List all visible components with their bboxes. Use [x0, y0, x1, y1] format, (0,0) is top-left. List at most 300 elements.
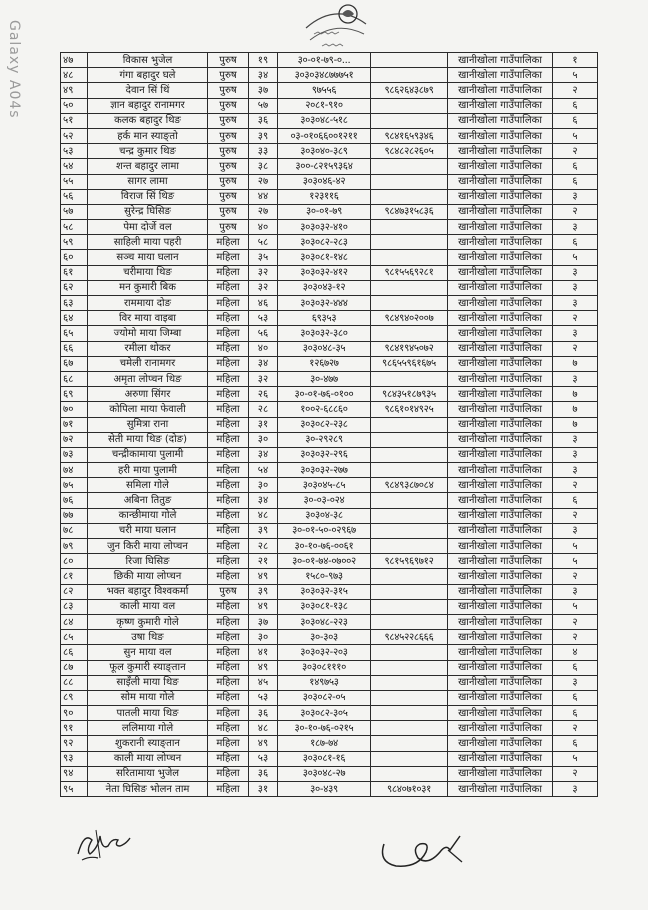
gender-cell: महिला [208, 508, 249, 523]
serial-number-cell: ८४ [61, 614, 88, 629]
name-cell: चरी माया घलान [88, 523, 208, 538]
name-cell: सुमित्रा राना [88, 417, 208, 432]
name-cell: साइँली माया थिङ [88, 675, 208, 690]
municipality-cell: खानीखोला गाउँपालिका [448, 539, 553, 554]
municipality-cell: खानीखोला गाउँपालिका [448, 675, 553, 690]
serial-number-cell: ९२ [61, 736, 88, 751]
age-cell: ३० [249, 478, 278, 493]
age-cell: ५३ [249, 751, 278, 766]
age-cell: ३२ [249, 371, 278, 386]
serial-number-cell: ६६ [61, 341, 88, 356]
phone-cell: ९८६५५९६१६७५ [371, 356, 448, 371]
table-row [61, 599, 598, 614]
citizenship-number-cell: ३०-१०-७६-०२१५ [278, 721, 371, 736]
name-cell: गंगा बहादुर घले [88, 68, 208, 83]
gender-cell: महिला [208, 463, 249, 478]
phone-cell [371, 584, 448, 599]
gender-cell: महिला [208, 539, 249, 554]
municipality-cell: खानीखोला गाउँपालिका [448, 53, 553, 68]
municipality-cell: खानीखोला गाउँपालिका [448, 113, 553, 128]
age-cell: २७ [249, 204, 278, 219]
phone-cell [371, 371, 448, 386]
citizenship-number-cell: १८७-७४ [278, 736, 371, 751]
ward-cell: २ [553, 204, 598, 219]
serial-number-cell: ७७ [61, 508, 88, 523]
citizenship-number-cell: ३०३०४८-५१८ [278, 113, 371, 128]
name-cell: कृष्ण कुमारी गोले [88, 614, 208, 629]
table-row [61, 447, 598, 462]
table-row [61, 508, 598, 523]
serial-number-cell: ६४ [61, 311, 88, 326]
phone-cell [371, 296, 448, 311]
municipality-cell: खानीखोला गाउँपालिका [448, 599, 553, 614]
phone-cell: ९८६२६४३८७९ [371, 83, 448, 98]
name-cell: उषा थिङ [88, 630, 208, 645]
citizenship-number-cell: ३०३०४८-२२३ [278, 614, 371, 629]
phone-cell [371, 174, 448, 189]
age-cell: ३४ [249, 493, 278, 508]
ward-cell: ७ [553, 402, 598, 417]
municipality-cell: खानीखोला गाउँपालिका [448, 706, 553, 721]
name-cell: मन कुमारी बिक [88, 280, 208, 295]
ward-cell: २ [553, 508, 598, 523]
table-row [61, 706, 598, 721]
table-row [61, 174, 598, 189]
serial-number-cell: ७० [61, 402, 88, 417]
serial-number-cell: ९५ [61, 782, 88, 797]
table-row [61, 387, 598, 402]
age-cell: ३० [249, 432, 278, 447]
phone-cell: ९८४८२८२६०५ [371, 144, 448, 159]
municipality-cell: खानीखोला गाउँपालिका [448, 296, 553, 311]
name-cell: हरी माया पुलामी [88, 463, 208, 478]
phone-cell [371, 189, 448, 204]
citizenship-number-cell: १२३११६ [278, 189, 371, 204]
ward-cell: ५ [553, 539, 598, 554]
age-cell: ३१ [249, 417, 278, 432]
phone-cell [371, 220, 448, 235]
table-row [61, 675, 598, 690]
citizenship-number-cell: ३०३०३२-४१० [278, 220, 371, 235]
municipality-cell: खानीखोला गाउँपालिका [448, 189, 553, 204]
citizenship-number-cell: ३०३०४०-३८९ [278, 144, 371, 159]
municipality-cell: खानीखोला गाउँपालिका [448, 766, 553, 781]
phone-cell [371, 690, 448, 705]
table-row [61, 128, 598, 143]
citizenship-number-cell: ६९३५३ [278, 311, 371, 326]
serial-number-cell: ७५ [61, 478, 88, 493]
phone-cell [371, 508, 448, 523]
citizenship-number-cell: १००२-६८८६० [278, 402, 371, 417]
municipality-cell: खानीखोला गाउँपालिका [448, 417, 553, 432]
municipality-cell: खानीखोला गाउँपालिका [448, 204, 553, 219]
table-row [61, 189, 598, 204]
table-row [61, 645, 598, 660]
age-cell: ३४ [249, 356, 278, 371]
ward-cell: ५ [553, 599, 598, 614]
serial-number-cell: ५७ [61, 204, 88, 219]
name-cell: सोम माया गोले [88, 690, 208, 705]
name-cell: कोपिला माया फेवाली [88, 402, 208, 417]
name-cell: हर्क मान स्याङ्तो [88, 128, 208, 143]
device-watermark [2, 20, 24, 130]
table-row [61, 463, 598, 478]
citizenship-number-cell: ३०३०४३-१२ [278, 280, 371, 295]
table-row [61, 782, 598, 797]
name-cell: पेमा दोर्जे वल [88, 220, 208, 235]
serial-number-cell: ६० [61, 250, 88, 265]
phone-cell [371, 569, 448, 584]
ward-cell: ३ [553, 432, 598, 447]
office-seal-stamp [300, 0, 372, 58]
citizenship-number-cell: ३०३०३२-३८० [278, 326, 371, 341]
citizenship-number-cell: ३०-०१-७६-०१०० [278, 387, 371, 402]
serial-number-cell: ६९ [61, 387, 88, 402]
gender-cell: पुरुष [208, 220, 249, 235]
gender-cell: महिला [208, 250, 249, 265]
age-cell: ४६ [249, 296, 278, 311]
ward-cell: २ [553, 766, 598, 781]
ward-cell: ६ [553, 660, 598, 675]
gender-cell: महिला [208, 736, 249, 751]
municipality-cell: खानीखोला गाउँपालिका [448, 690, 553, 705]
municipality-cell: खानीखोला गाउँपालिका [448, 68, 553, 83]
municipality-cell: खानीखोला गाउँपालिका [448, 660, 553, 675]
age-cell: ४५ [249, 675, 278, 690]
citizenship-number-cell: ३०३०४-३८ [278, 508, 371, 523]
name-cell: सरितामाया भुजेल [88, 766, 208, 781]
serial-number-cell: ५६ [61, 189, 88, 204]
citizenship-number-cell: ३०३०३२-४४४ [278, 296, 371, 311]
phone-cell [371, 539, 448, 554]
phone-cell [371, 432, 448, 447]
municipality-cell: खानीखोला गाउँपालिका [448, 128, 553, 143]
ward-cell: १ [553, 53, 598, 68]
beneficiary-table [60, 52, 598, 797]
name-cell: शन्त बहादुर लामा [88, 159, 208, 174]
gender-cell: महिला [208, 660, 249, 675]
phone-cell [371, 493, 448, 508]
gender-cell: महिला [208, 706, 249, 721]
phone-cell [371, 463, 448, 478]
citizenship-number-cell: ३०३०३२-२०३ [278, 645, 371, 660]
serial-number-cell: ६७ [61, 356, 88, 371]
municipality-cell: खानीखोला गाउँपालिका [448, 447, 553, 462]
phone-cell: ९८१५५६९२८१ [371, 265, 448, 280]
age-cell: ३२ [249, 280, 278, 295]
gender-cell: महिला [208, 235, 249, 250]
phone-cell [371, 113, 448, 128]
gender-cell: महिला [208, 341, 249, 356]
serial-number-cell: ५२ [61, 128, 88, 143]
serial-number-cell: ५५ [61, 174, 88, 189]
citizenship-number-cell: ३०३०८१-१३८ [278, 599, 371, 614]
municipality-cell: खानीखोला गाउँपालिका [448, 523, 553, 538]
table-row [61, 569, 598, 584]
municipality-cell: खानीखोला गाउँपालिका [448, 341, 553, 356]
phone-cell [371, 614, 448, 629]
citizenship-number-cell: १४९७५३ [278, 675, 371, 690]
citizenship-number-cell: ३०-४३९ [278, 782, 371, 797]
serial-number-cell: ५० [61, 98, 88, 113]
name-cell: रिजा घिसिङ [88, 554, 208, 569]
citizenship-number-cell: ३०३०४६-४२ [278, 174, 371, 189]
gender-cell: महिला [208, 782, 249, 797]
name-cell: ललिमाया गोले [88, 721, 208, 736]
right-signature [376, 826, 476, 876]
citizenship-number-cell: ३०३०८२-०५ [278, 690, 371, 705]
serial-number-cell: ४८ [61, 68, 88, 83]
ward-cell: ३ [553, 371, 598, 386]
serial-number-cell: ७४ [61, 463, 88, 478]
gender-cell: पुरुष [208, 128, 249, 143]
name-cell: अबिना तितुङ [88, 493, 208, 508]
phone-cell [371, 98, 448, 113]
ward-cell: ३ [553, 675, 598, 690]
gender-cell: महिला [208, 265, 249, 280]
serial-number-cell: ७१ [61, 417, 88, 432]
phone-cell [371, 159, 448, 174]
table-row [61, 751, 598, 766]
ward-cell: ३ [553, 189, 598, 204]
age-cell: ४० [249, 220, 278, 235]
ward-cell: ७ [553, 417, 598, 432]
name-cell: सागर लामा [88, 174, 208, 189]
table-row [61, 736, 598, 751]
table-row [61, 296, 598, 311]
name-cell: विर माया वाइबा [88, 311, 208, 326]
serial-number-cell: ५८ [61, 220, 88, 235]
ward-cell: ५ [553, 250, 598, 265]
phone-cell [371, 645, 448, 660]
citizenship-number-cell: २०८१-९१० [278, 98, 371, 113]
ward-cell: २ [553, 144, 598, 159]
ward-cell: ३ [553, 447, 598, 462]
table-row [61, 326, 598, 341]
citizenship-number-cell: ९७५५६ [278, 83, 371, 98]
ward-cell: ३ [553, 463, 598, 478]
name-cell: शुकरानी स्याङ्तान [88, 736, 208, 751]
table-row [61, 614, 598, 629]
phone-cell [371, 675, 448, 690]
serial-number-cell: ९१ [61, 721, 88, 736]
phone-cell [371, 235, 448, 250]
age-cell: ३३ [249, 144, 278, 159]
gender-cell: महिला [208, 569, 249, 584]
citizenship-number-cell: ३०३०८१-१४८ [278, 250, 371, 265]
serial-number-cell: ५१ [61, 113, 88, 128]
phone-cell [371, 766, 448, 781]
name-cell: साहिली माया पहरी [88, 235, 208, 250]
name-cell: फूल कुमारी स्याङ्तान [88, 660, 208, 675]
ward-cell: ६ [553, 736, 598, 751]
municipality-cell: खानीखोला गाउँपालिका [448, 326, 553, 341]
left-signature [72, 820, 138, 868]
municipality-cell: खानीखोला गाउँपालिका [448, 280, 553, 295]
serial-number-cell: ८५ [61, 630, 88, 645]
phone-cell: ९८१५९६९७१२ [371, 554, 448, 569]
municipality-cell: खानीखोला गाउँपालिका [448, 782, 553, 797]
table-row [61, 417, 598, 432]
citizenship-number-cell: ३०-०१-७९-०... [278, 53, 371, 68]
age-cell: ३८ [249, 159, 278, 174]
municipality-cell: खानीखोला गाउँपालिका [448, 174, 553, 189]
citizenship-number-cell: ३०-०१-७४-०७००२ [278, 554, 371, 569]
table-row [61, 250, 598, 265]
age-cell: ४९ [249, 660, 278, 675]
table-row [61, 53, 598, 68]
phone-cell [371, 68, 448, 83]
table-row [61, 144, 598, 159]
serial-number-cell: ८८ [61, 675, 88, 690]
municipality-cell: खानीखोला गाउँपालिका [448, 250, 553, 265]
gender-cell: पुरुष [208, 204, 249, 219]
serial-number-cell: ८१ [61, 569, 88, 584]
municipality-cell: खानीखोला गाउँपालिका [448, 478, 553, 493]
name-cell: चमेली रानामगर [88, 356, 208, 371]
gender-cell: महिला [208, 630, 249, 645]
phone-cell: ९८४०७१०३१ [371, 782, 448, 797]
ward-cell: ६ [553, 113, 598, 128]
municipality-cell: खानीखोला गाउँपालिका [448, 356, 553, 371]
gender-cell: पुरुष [208, 584, 249, 599]
table-row [61, 311, 598, 326]
citizenship-number-cell: ०३-०१०६६००१२११ [278, 128, 371, 143]
age-cell: २७ [249, 174, 278, 189]
serial-number-cell: ८२ [61, 584, 88, 599]
municipality-cell: खानीखोला गाउँपालिका [448, 83, 553, 98]
table-row [61, 630, 598, 645]
ward-cell: ६ [553, 235, 598, 250]
municipality-cell: खानीखोला गाउँपालिका [448, 736, 553, 751]
name-cell: नेता घिसिङ भोलन ताम [88, 782, 208, 797]
age-cell: ३७ [249, 614, 278, 629]
phone-cell [371, 326, 448, 341]
age-cell: ४९ [249, 569, 278, 584]
serial-number-cell: ९० [61, 706, 88, 721]
serial-number-cell: ६५ [61, 326, 88, 341]
gender-cell: महिला [208, 493, 249, 508]
gender-cell: महिला [208, 766, 249, 781]
citizenship-number-cell: ३०-४७७ [278, 371, 371, 386]
name-cell: देवान सिं थिं [88, 83, 208, 98]
serial-number-cell: ९३ [61, 751, 88, 766]
gender-cell: महिला [208, 371, 249, 386]
table-row [61, 554, 598, 569]
table-row [61, 690, 598, 705]
name-cell: जुन किरी माया लोप्चन [88, 539, 208, 554]
gender-cell: पुरुष [208, 144, 249, 159]
ward-cell: ६ [553, 174, 598, 189]
municipality-cell: खानीखोला गाउँपालिका [448, 144, 553, 159]
gender-cell: महिला [208, 417, 249, 432]
phone-cell: ९८४७३१५८३६ [371, 204, 448, 219]
table-row [61, 539, 598, 554]
municipality-cell: खानीखोला गाउँपालिका [448, 402, 553, 417]
name-cell: सञ्च माया घलान [88, 250, 208, 265]
phone-cell: ९८४९३८७०८४ [371, 478, 448, 493]
gender-cell: महिला [208, 402, 249, 417]
serial-number-cell: ८० [61, 554, 88, 569]
name-cell: चन्द्रीकामाया पुलामी [88, 447, 208, 462]
age-cell: ४० [249, 341, 278, 356]
citizenship-number-cell: ३०-१०-७६-००६१ [278, 539, 371, 554]
gender-cell: महिला [208, 614, 249, 629]
phone-cell [371, 706, 448, 721]
age-cell: ५३ [249, 311, 278, 326]
municipality-cell: खानीखोला गाउँपालिका [448, 721, 553, 736]
gender-cell: महिला [208, 280, 249, 295]
ward-cell: ३ [553, 220, 598, 235]
serial-number-cell: ७९ [61, 539, 88, 554]
serial-number-cell: ७६ [61, 493, 88, 508]
table-row [61, 265, 598, 280]
gender-cell: महिला [208, 751, 249, 766]
age-cell: ३४ [249, 447, 278, 462]
table-row [61, 113, 598, 128]
ward-cell: ७ [553, 356, 598, 371]
age-cell: १९ [249, 53, 278, 68]
age-cell: ५८ [249, 235, 278, 250]
ward-cell: ३ [553, 782, 598, 797]
ward-cell: २ [553, 630, 598, 645]
age-cell: ४८ [249, 721, 278, 736]
gender-cell: महिला [208, 296, 249, 311]
phone-cell: ९८४१९४५०७२ [371, 341, 448, 356]
gender-cell: महिला [208, 356, 249, 371]
age-cell: ४१ [249, 645, 278, 660]
ward-cell: ४ [553, 645, 598, 660]
name-cell: समिला गोले [88, 478, 208, 493]
name-cell: रमीला थोकर [88, 341, 208, 356]
citizenship-number-cell: ३०३०८१११० [278, 660, 371, 675]
citizenship-number-cell: ३०३०३२-३१५ [278, 584, 371, 599]
serial-number-cell: ६८ [61, 371, 88, 386]
ward-cell: २ [553, 614, 598, 629]
table-row [61, 159, 598, 174]
municipality-cell: खानीखोला गाउँपालिका [448, 159, 553, 174]
ward-cell: २ [553, 478, 598, 493]
municipality-cell: खानीखोला गाउँपालिका [448, 630, 553, 645]
name-cell: कलक बहादुर थिङ [88, 113, 208, 128]
gender-cell: महिला [208, 478, 249, 493]
table-row [61, 280, 598, 295]
municipality-cell: खानीखोला गाउँपालिका [448, 235, 553, 250]
citizenship-number-cell: १५८०-९७३ [278, 569, 371, 584]
age-cell: ३७ [249, 83, 278, 98]
citizenship-number-cell: ३०३०३४८७७७५१ [278, 68, 371, 83]
phone-cell: ९८४१६५९३४६ [371, 128, 448, 143]
citizenship-number-cell: ३०-३०३ [278, 630, 371, 645]
name-cell: कान्छीमाया गोले [88, 508, 208, 523]
phone-cell [371, 53, 448, 68]
ward-cell: ३ [553, 326, 598, 341]
municipality-cell: खानीखोला गाउँपालिका [448, 387, 553, 402]
name-cell: पातली माया थिङ [88, 706, 208, 721]
phone-cell [371, 250, 448, 265]
citizenship-number-cell: ३०३०३२-४१२ [278, 265, 371, 280]
serial-number-cell: ५९ [61, 235, 88, 250]
age-cell: ३९ [249, 128, 278, 143]
table-row [61, 523, 598, 538]
serial-number-cell: ८७ [61, 660, 88, 675]
citizenship-number-cell: ३०-०३-०२४ [278, 493, 371, 508]
citizenship-number-cell: ३०-०१-५०-०२९६७ [278, 523, 371, 538]
phone-cell [371, 280, 448, 295]
name-cell: सुरेन्द्र घिसिङ [88, 204, 208, 219]
table-row [61, 432, 598, 447]
serial-number-cell: ६२ [61, 280, 88, 295]
